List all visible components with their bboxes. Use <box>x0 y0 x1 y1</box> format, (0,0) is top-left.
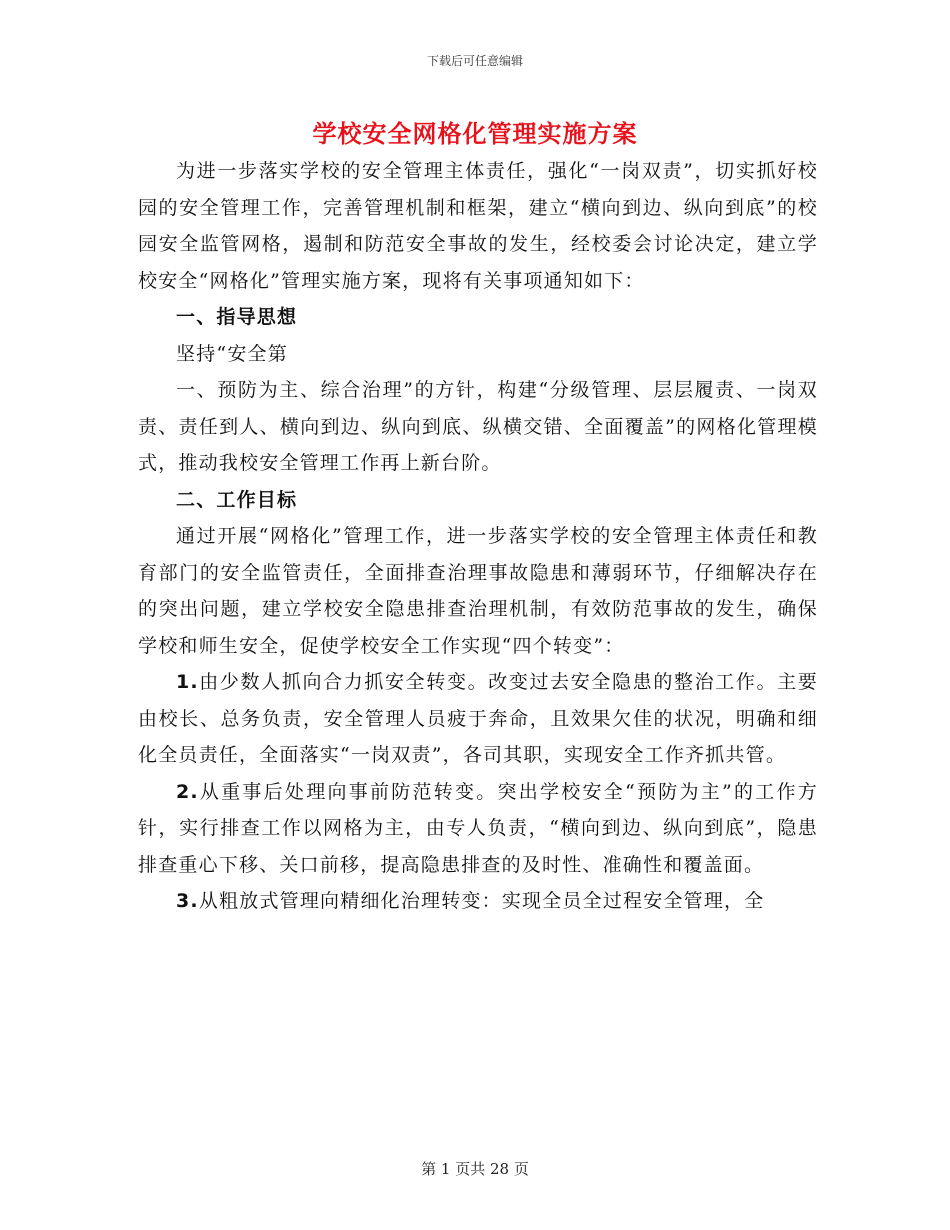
document-title: 学校安全网格化管理实施方案 <box>312 119 638 148</box>
list-item-number: 1. <box>176 671 199 693</box>
work-goals-paragraph: 通过开展“网格化”管理工作，进一步落实学校的安全管理主体责任和教育部门的安全监管责任，全面排查治理事故隐患和薄弱环节，仔细解决存在的突出问题，建立学校安全隐患排查治理机制，有效防范事故的发生，确保学校和师生安全，促使学校安全工作实现“四个转变”： <box>138 525 818 657</box>
section-heading-work-goals: 二、工作目标 <box>176 488 298 511</box>
list-item-text: 从重事后处理向事前防范转变。突出学校安全“预防为主”的工作方针，实行排查工作以网格为主，由专人负责，“横向到边、纵向到底”，隐患排查重心下移、关口前移，提高隐患排查的及时性、准确性和覆盖面。 <box>138 780 818 876</box>
section-heading-guiding-thought: 一、指导思想 <box>176 306 298 328</box>
list-item-number: 2. <box>176 780 199 803</box>
intro-paragraph: 为进一步落实学校的安全管理主体责任，强化“一岗双责”，切实抓好校园的安全管理工作，完善管理机制和框架，建立“横向到边、纵向到底”的校园安全监管网格，遏制和防范安全事故的发生，经校委会讨论决定，建立学校安全“网格化”管理实施方案，现将有关事项通知如下： <box>138 160 818 292</box>
page-footer: 第 1 页共 28 页 <box>421 1160 529 1178</box>
guiding-thought-line: 坚持“安全第 <box>176 342 288 365</box>
guiding-thought-paragraph: 一、预防为主、综合治理”的方针，构建“分级管理、层层履责、一岗双责、责任到人、横向到边、纵向到底、纵横交错、全面覆盖”的网格化管理模式，推动我校安全管理工作再上新台阶。 <box>138 379 818 474</box>
list-item-text: 由少数人抓向合力抓安全转变。改变过去安全隐患的整治工作。主要由校长、总务负责，安全管理人员疲于奔命，且效果欠佳的状况，明确和细化全员责任，全面落实“一岗双责”，各司其职，实现安全工作齐抓共管。 <box>138 671 818 766</box>
document-body <box>138 153 818 920</box>
list-item-number: 3. <box>176 890 199 912</box>
list-item-3 <box>138 883 818 920</box>
list-item-1 <box>138 664 818 774</box>
list-item-text: 从粗放式管理向精细化治理转变：实现全员全过程安全管理，全 <box>198 890 765 912</box>
page-header: 下载后可任意编辑 <box>426 54 523 68</box>
list-item-2 <box>138 774 818 884</box>
